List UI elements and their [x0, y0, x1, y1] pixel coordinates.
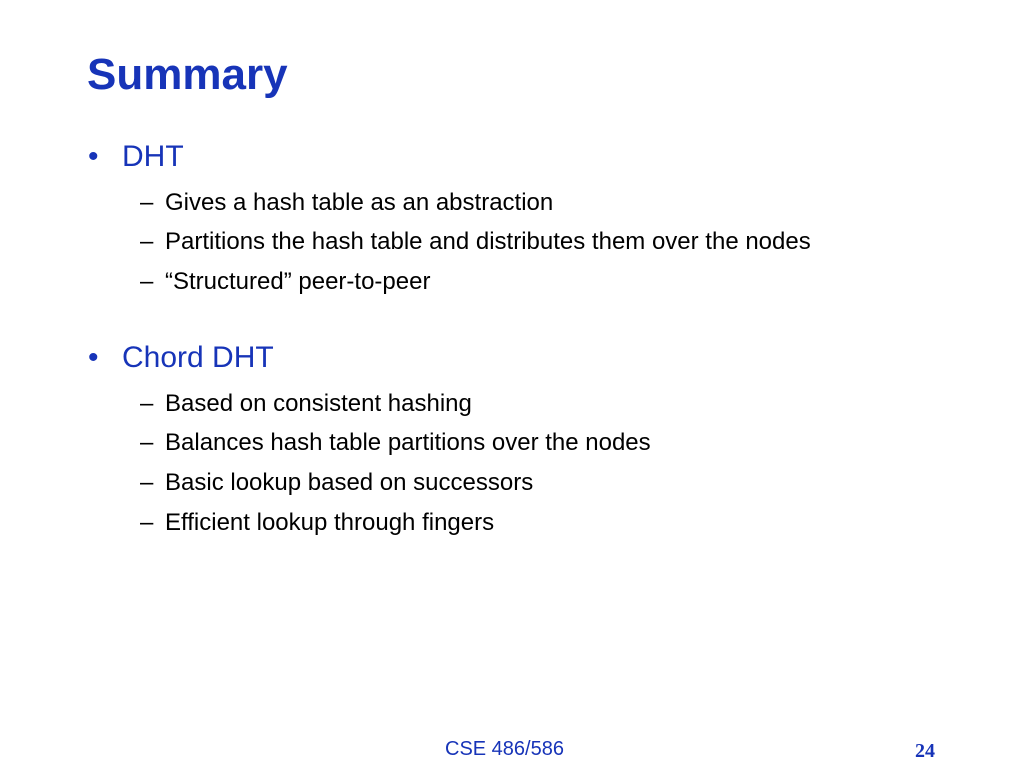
- bullet-group-chord-dht: [88, 341, 968, 538]
- sub-bullet-text: Based on consistent hashing: [165, 389, 472, 417]
- sub-bullet-text: Partitions the hash table and distributes them over the nodes: [165, 228, 811, 256]
- bullet-text: Chord DHT: [122, 341, 274, 374]
- sub-bullet-marker: –: [140, 429, 154, 457]
- sub-bullet-item: [140, 509, 968, 538]
- sub-bullet-marker: –: [140, 228, 154, 256]
- bullet-item-dht: [88, 140, 968, 175]
- slide-title: Summary: [87, 50, 288, 99]
- bullet-group-dht: [88, 140, 968, 297]
- sub-bullet-text: Balances hash table partitions over the nodes: [165, 429, 651, 457]
- bullet-item-chord-dht: [88, 341, 968, 376]
- sub-bullet-marker: –: [140, 188, 154, 216]
- sub-bullet-text: Gives a hash table as an abstraction: [165, 188, 554, 216]
- sub-bullet-marker: –: [140, 508, 154, 536]
- sub-bullet-text: Efficient lookup through fingers: [165, 508, 495, 536]
- sub-bullet-marker: –: [140, 389, 154, 417]
- sub-bullet-item: [140, 429, 968, 458]
- page-number: 24: [915, 740, 935, 762]
- sub-bullet-item: [140, 228, 968, 257]
- sub-bullet-marker: –: [140, 268, 154, 296]
- sub-bullet-marker: –: [140, 469, 154, 497]
- sub-bullet-text: “Structured” peer-to-peer: [165, 268, 431, 296]
- bullet-text: DHT: [122, 140, 184, 173]
- footer-course-label: CSE 486/586: [445, 738, 564, 760]
- sub-bullet-item: [140, 390, 968, 419]
- sub-bullet-item: [140, 268, 968, 297]
- bullet-marker: •: [88, 341, 99, 374]
- sub-bullet-item: [140, 189, 968, 218]
- sub-bullet-text: Basic lookup based on successors: [165, 469, 534, 497]
- bullet-marker: •: [88, 140, 99, 173]
- sub-bullet-item: [140, 469, 968, 498]
